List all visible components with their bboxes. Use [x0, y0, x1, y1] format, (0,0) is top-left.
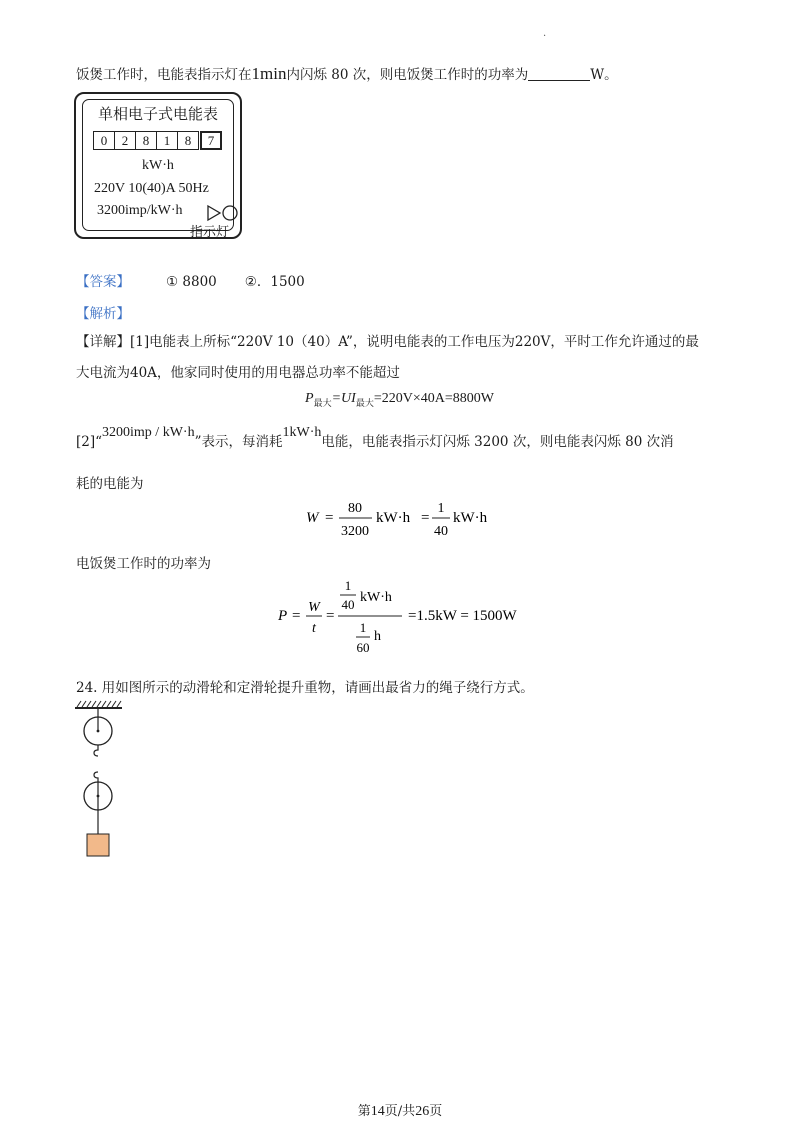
- answer-item-2: ②．1500: [244, 274, 305, 290]
- q23-text-after: 内闪烁 80 次，则电饭煲工作时的功率为: [286, 67, 529, 83]
- eq3-unit-bottom: h: [374, 629, 381, 644]
- eq1-symbol: P: [305, 391, 314, 406]
- footer-page-number: 14: [370, 1104, 385, 1119]
- answer-label: 【答案】: [76, 274, 130, 290]
- movable-pulley-hook-icon: [94, 772, 98, 782]
- meter-digit: 8: [177, 131, 199, 150]
- page-footer: [0, 1100, 800, 1120]
- meter-digit: 8: [135, 131, 157, 150]
- detail-text-1: [1]电能表上所标“220V 10（40）A”，说明电能表的工作电压为220V，平时工作允许通过的最: [130, 334, 699, 350]
- answer-row: [76, 270, 305, 290]
- meter-digit-decimal: 7: [200, 131, 222, 150]
- eq3-f-den: t: [312, 621, 316, 636]
- eq1-ui: =UI: [331, 391, 356, 406]
- indicator-label: 指示灯: [189, 225, 229, 240]
- p3-math-energy: 1kW·h: [282, 425, 322, 440]
- p3-end: 电能，电能表指示灯闪烁 3200 次，则电能表闪烁 80 次消: [321, 434, 674, 450]
- q23-unit: W。: [590, 67, 618, 83]
- pulley-system-figure: [70, 700, 130, 865]
- eq2-unit: kW·h: [376, 510, 411, 526]
- detail-label: 【详解】: [76, 334, 130, 350]
- eq3-inner-den: 40: [341, 597, 355, 612]
- q23-text-before: 饭煲工作时，电能表指示灯在: [76, 67, 252, 83]
- fixed-pulley-center: [97, 730, 100, 733]
- question-24: 24. 用如图所示的动滑轮和定滑轮提升重物，请画出最省力的绳子绕行方式。: [76, 680, 534, 696]
- detail-paragraph-2: 大电流为40A，他家同时使用的用电器总功率不能超过: [76, 365, 400, 381]
- eq3-inner-num: 1: [344, 578, 352, 593]
- detail-paragraph-5: 电饭煲工作时的功率为: [76, 556, 211, 572]
- eq3-bottom-den: 60: [356, 640, 370, 655]
- eq2-f1-num: 80: [348, 501, 362, 516]
- p3-math-impulse: 3200imp / kW·h: [102, 425, 195, 440]
- indicator-light-icon: [207, 204, 239, 222]
- footer-total-pages: 26: [415, 1104, 430, 1119]
- meter-digits: [94, 131, 222, 150]
- meter-digit: 1: [156, 131, 178, 150]
- eq3-unit-top: kW·h: [360, 590, 392, 605]
- detail-paragraph-4: 耗的电能为: [76, 476, 144, 492]
- eq2-equals: =: [325, 510, 334, 526]
- eq1-subscript: 最大: [355, 398, 374, 409]
- footer-mid: 页/共: [384, 1104, 416, 1119]
- eq2-unit: kW·h: [453, 510, 488, 526]
- meter-title: 单相电子式电能表: [97, 105, 218, 123]
- meter-digit: 2: [114, 131, 136, 150]
- answer-blank: [528, 66, 590, 81]
- eq1-rest: =220V×40A=8800W: [373, 391, 494, 406]
- eq3-bottom-num: 1: [359, 620, 367, 635]
- eq2-equals: =: [421, 510, 430, 526]
- electric-meter-figure: [74, 92, 242, 239]
- eq3-lhs: P: [278, 608, 288, 624]
- meter-impulse: 3200imp/kW·h: [97, 203, 183, 218]
- eq2-f1-den: 3200: [341, 524, 369, 539]
- eq2-f2-den: 40: [434, 524, 448, 539]
- equation-max-power: [305, 391, 494, 409]
- meter-digit: 0: [93, 131, 115, 150]
- weight-block: [87, 834, 109, 856]
- question-23-tail: [76, 63, 618, 84]
- p3-mid: ”表示，每消耗: [194, 434, 283, 450]
- equation-power: [272, 574, 542, 656]
- detail-paragraph-3: [76, 425, 674, 451]
- ceiling-hatch: [77, 701, 121, 707]
- eq3-equals: =: [326, 608, 335, 624]
- footer-suffix: 页: [429, 1104, 443, 1119]
- eq2-lhs: W: [306, 510, 319, 526]
- fixed-pulley-hook-icon: [94, 745, 98, 756]
- eq1-subscript: 最大: [313, 398, 332, 409]
- p3-start: [2]“: [76, 434, 103, 450]
- meter-unit: kW·h: [142, 158, 174, 173]
- eq3-f-num: W: [308, 600, 320, 615]
- meter-inner-frame: [82, 99, 234, 240]
- eq3-equals: =: [292, 608, 301, 624]
- analysis-label: 【解析】: [76, 306, 130, 322]
- eq2-f2-num: 1: [437, 501, 445, 516]
- detail-paragraph-1: [76, 330, 699, 350]
- answer-item-1: ① 8800: [166, 274, 217, 290]
- equation-energy: [300, 494, 520, 544]
- footer-prefix: 第: [357, 1104, 371, 1119]
- meter-spec: 220V 10(40)A 50Hz: [94, 181, 209, 196]
- movable-pulley-center: [97, 795, 100, 798]
- eq3-result: =1.5kW = 1500W: [408, 608, 517, 624]
- header-mark: .: [543, 28, 547, 39]
- q23-time-value: 1min: [251, 64, 287, 83]
